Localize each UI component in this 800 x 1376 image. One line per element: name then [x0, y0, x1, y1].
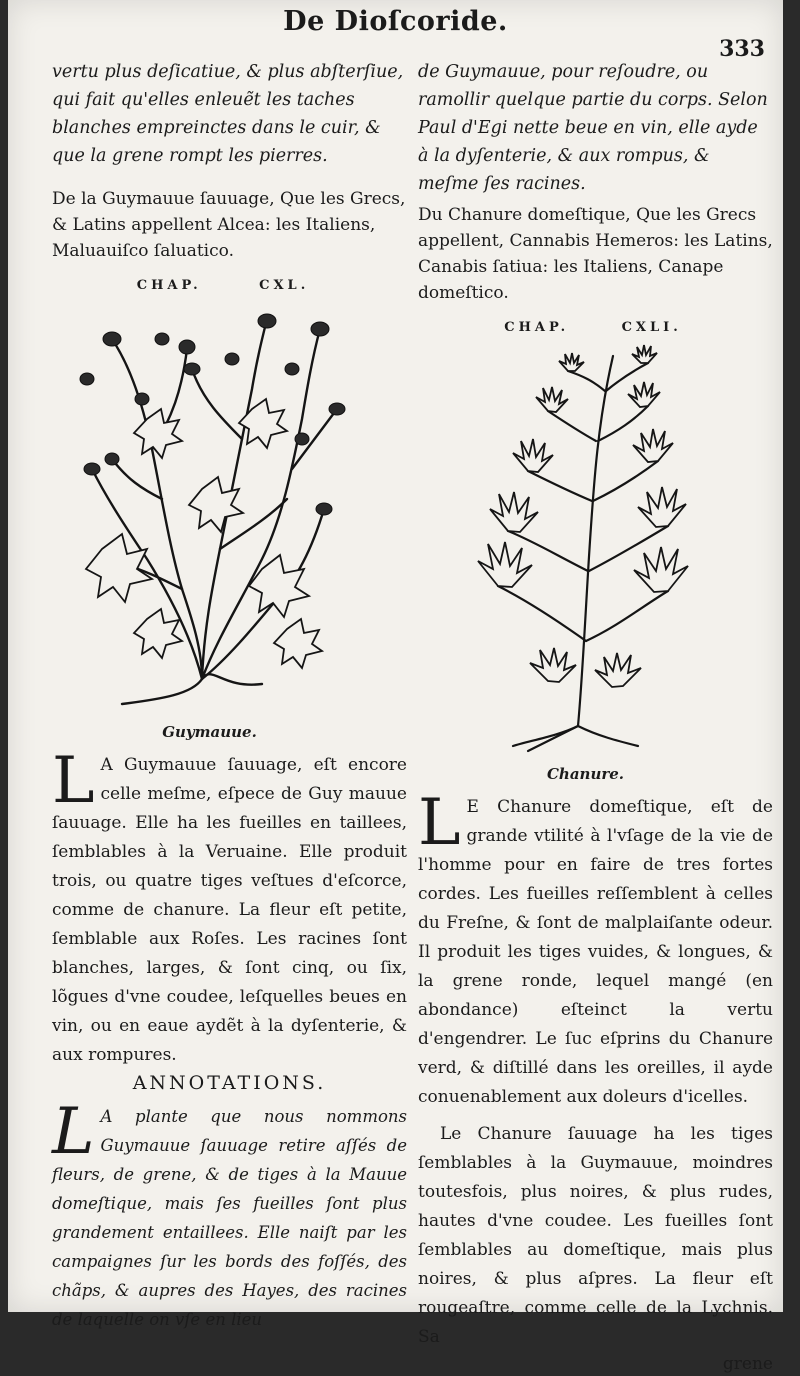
chanure-woodcut-illustration [418, 341, 718, 761]
annotations-drop-capital: L [52, 1095, 95, 1169]
catchword: grene [722, 1354, 773, 1374]
chapter-body-text: A Guymauue ſauuage, eſt encore celle meſme, eſpece de Guy mauue ſauuage. Elle ha les fueilles en taillees, ſemblables à la Veruaine. Elle produit trois, ou quatre tiges veſtues d'eſcorce, comme de chanure. La fleur eſt petite, ſemblable aux Roſes. Les racines ſont blanches, larges, & ſont cinq, ou ſix, lõgues d'vne coudee, leſquelles beues en vin, ou en eaue aydẽt à la dyſenterie, & aux rompures. [52, 755, 407, 1065]
drop-capital: L [52, 744, 95, 818]
chapter-label [108, 278, 338, 293]
chapter-body-text: E Chanure domeſtique, eſt de grande vtilité à l'vſage de la vie de l'homme pour en faire de tres fortes cordes. Les fueilles reſſemblent à celles du Freſne, & ſont de malplaiſante odeur. Il produit les tiges vuides, & longues, & la grene ronde, lequel mangé (en abondance) eſteinct la vertu d'engendrer. Le ſuc eſprins du Chanure verd, & diſtillé dans les oreilles, il ayde conuenablement aux doleurs d'icelles. [418, 797, 773, 1107]
right-column [418, 58, 773, 1376]
annotations-title: ANNOTATIONS. [132, 1072, 327, 1094]
chapter-body [418, 786, 773, 1112]
continuation-text: de Guymauue, pour reſoudre, ou ramollir quelque partie du corps. Selon Paul d'Egi nette beue en vin, elle ayde à la dyſenterie, & aux rompus, & meſme ſes racines. [418, 62, 768, 194]
drop-capital: L [418, 786, 461, 860]
chap-number: CXLI. [621, 320, 682, 335]
figure-caption: Chanure. [546, 765, 625, 783]
chapter-heading: Du Chanure domeſtique, Que les Grecs appellent, Cannabis Hemeros: les Latins, Canabis ſatiua: les Italiens, Canape domeſtico. [418, 205, 773, 303]
chapter-heading: De la Guymauue ſauuage, Que les Grecs, & Latins appellent Alcea: les Italiens, Maluauiſco ſaluatico. [52, 189, 406, 261]
chap-word: CHAP. [504, 320, 570, 335]
chapter-label [478, 320, 708, 335]
chap-word: CHAP. [136, 278, 202, 293]
chapter-body [52, 744, 407, 1070]
annotations-body [52, 1095, 407, 1334]
left-column [52, 58, 407, 1334]
annotations-text: A plante que nous nommons Guymauue ſauuage retire aſſés de fleurs, de grene, & de tiges à la Mauue domeſtique, mais ſes fueilles ſont plus grandement entaillees. Elle naiſt par les campaignes ſur les bords des foſſés, des chãps, & aupres des Hayes, des racines de laquelle on vſe en lieu [52, 1107, 407, 1329]
continuation-text: vertu plus deſicatiue, & plus abſterſiue, qui fait qu'elles enleuẽt les taches blanches empreinctes dans le cuir, & que la grene rompt les pierres. [52, 62, 404, 166]
page-number: 333 [719, 36, 765, 62]
running-head: De Dioſcoride. [283, 6, 508, 37]
guymauve-woodcut-illustration [52, 299, 352, 719]
second-paragraph: Le Chanure ſauuage ha les tiges ſemblables à la Guymauue, moindres toutesfois, plus noires, & plus rudes, hautes d'vne coudee. Les fueilles ſont ſemblables au domeſtique, mais plus noires, & plus aſpres. La fleur eſt rougeaſtre, comme celle de la Lychnis. Sa [418, 1124, 773, 1347]
figure-caption: Guymauue. [162, 723, 257, 741]
chap-number: CXL. [259, 278, 310, 293]
book-page [8, 0, 783, 1374]
